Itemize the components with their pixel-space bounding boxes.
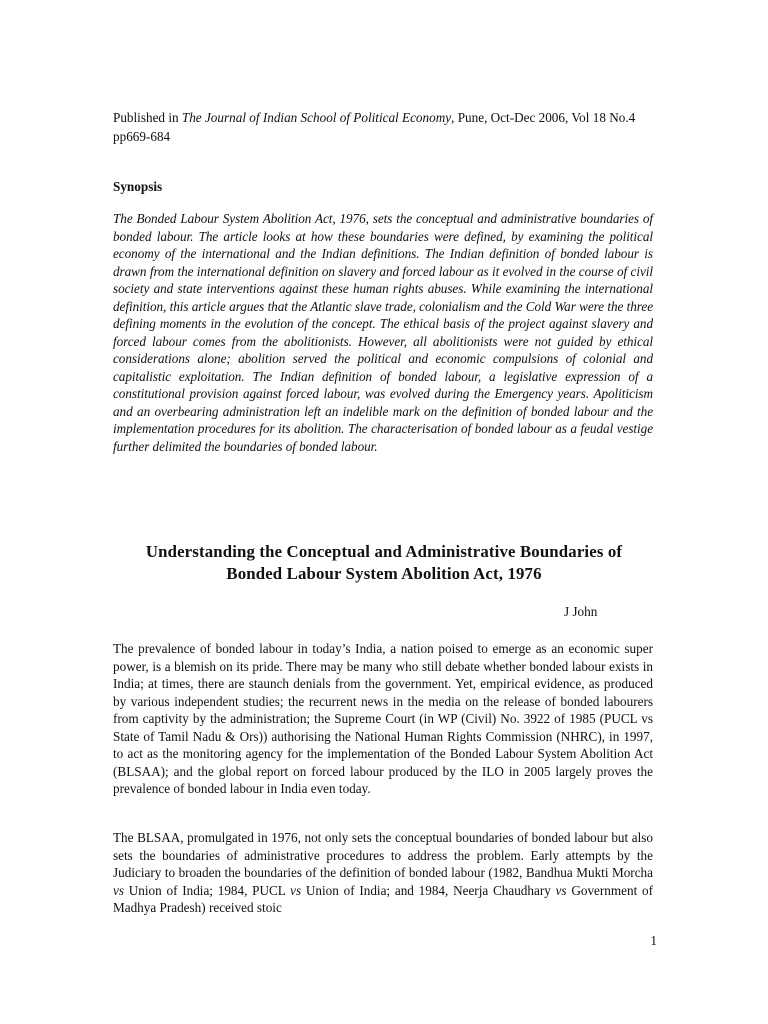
title-line-2: Bonded Labour System Abolition Act, 1976 <box>226 564 542 583</box>
versus-3: vs <box>555 882 567 898</box>
publication-prefix: Published in <box>113 110 182 125</box>
body-paragraph-2 <box>113 829 653 917</box>
paragraph-2-part-3: Union of India; and 1984, Neerja Chaudhary <box>301 882 556 898</box>
title-line-1: Understanding the Conceptual and Administrative Boundaries of <box>145 542 623 561</box>
publication-note <box>113 108 653 146</box>
paragraph-2-part-4: Government of Madhya Pradesh) received stoic <box>113 882 653 915</box>
versus-1: vs <box>113 882 124 898</box>
synopsis-text: The Bonded Labour System Abolition Act, 1976, sets the conceptual and administrative boundaries of bonded labour. The article looks at how these boundaries were defined, by examining the political economy of the international and the Indian definitions. The Indian definition of bonded labour is drawn from the international definition on slavery and forced labour as it evolved in the course of civil society and state interventions against these human rights abuses. While examining the international definition, this article argues that the Atlantic slave trade, colonialism and the Cold War were the three defining moments in the evolution of the concept. The ethical basis of the project against slavery and forced labour comes from the abolitionists. However, all abolitionists were not guided by ethical considerations alone; abolition served the political and economic compulsions of colonial and capitalistic exploitation. The Indian definition of bonded labour, a legislative expression of a constitutional provision against forced labour, was evolved during the Emergency years. Apoliticism and an overbearing administration left an indelible mark on the definition of bonded labour and the implementation procedures for its abolition. The characterisation of bonded labour as a feudal vestige further delimited the boundaries of bonded labour. <box>113 211 653 454</box>
page-number: 1 <box>650 933 657 948</box>
author-name: J John <box>564 604 598 619</box>
paragraph-2-part-1: The BLSAA, promulgated in 1976, not only sets the conceptual boundaries of bonded labour but also sets the boundaries of administrative procedures to address the problem. Early attempts by the Judiciary to broaden the boundaries of the definition of bonded labour (1982, Bandhua Mukti Morcha <box>113 830 653 880</box>
synopsis-heading: Synopsis <box>113 179 163 194</box>
publication-details: , Pune, Oct-Dec 2006, Vol 18 No.4 pp669-684 <box>113 110 636 144</box>
body-paragraph-1: The prevalence of bonded labour in today’s India, a nation poised to emerge as an economic super power, is a blemish on its pride. There may be many who still debate whether bonded labour exists in India; at times, there are staunch denials from the government. Yet, empirical evidence, as produced by various independent studies; the recurrent news in the media on the release of bonded labourers from captivity by the administration; the Supreme Court (in WP (Civil) No. 3922 of 1985 (PUCL vs State of Tamil Nadu & Ors)) authorising the National Human Rights Commission (NHRC), in 1997, to act as the monitoring agency for the implementation of the Bonded Labour System Abolition Act (BLSAA); and the global report on forced labour produced by the ILO in 2005 largely proves the prevalence of bonded labour in India even today. <box>113 641 653 796</box>
versus-2: vs <box>290 882 302 898</box>
article-title <box>100 541 668 585</box>
journal-name: The Journal of Indian School of Political Economy <box>181 110 452 125</box>
paragraph-2-part-2: Union of India; 1984, PUCL <box>124 882 291 898</box>
